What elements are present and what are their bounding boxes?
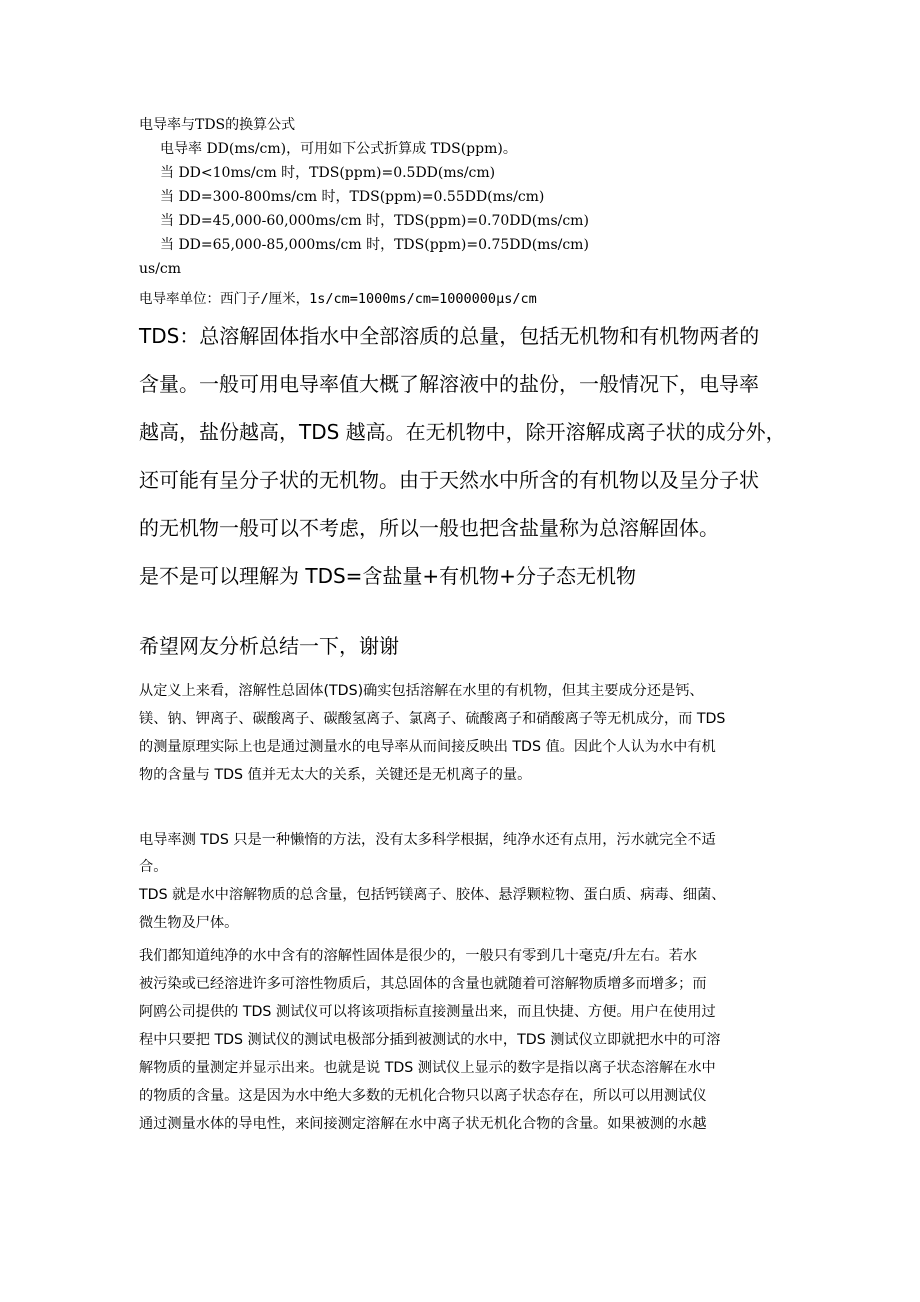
formula-line-2: 当 DD<10ms/cm 时，TDS(ppm)=0.5DD(ms/cm) <box>160 165 496 181</box>
reply-line-8: 程中只要把 TDS 测试仪的测试电极部分插到被测试的水中，TDS 测试仪立即就把水中的可溶 <box>139 1032 721 1048</box>
unit-label: us/cm <box>139 261 182 277</box>
reply-line-11: 通过测量水体的导电性，来间接测定溶解在水中离子状无机化合物的含量。如果被测的水越 <box>139 1116 707 1132</box>
formula-line-5: 当 DD=65,000-85,000ms/cm 时，TDS(ppm)=0.75DD(ms/cm) <box>160 237 589 253</box>
formula-line-1: 电导率 DD(ms/cm)，可用如下公式折算成 TDS(ppm)。 <box>160 141 517 157</box>
answer-line-3: 的测量原理实际上也是通过测量水的电导率从而间接反映出 TDS 值。因此个人认为水中有机 <box>139 739 716 755</box>
reply-line-6: 被污染或已经溶进许多可溶性物质后，其总固体的含量也就随着可溶解物质增多而增多；而 <box>139 976 707 992</box>
formula-line-4: 当 DD=45,000-60,000ms/cm 时，TDS(ppm)=0.70DD(ms/cm) <box>160 213 589 229</box>
reply-line-3: TDS 就是水中溶解物质的总含量，包括钙镁离子、胶体、悬浮颗粒物、蛋白质、病毒、细菌、 <box>139 887 726 903</box>
reply-line-5: 我们都知道纯净的水中含有的溶解性固体是很少的，一般只有零到几十毫克/升左右。若水 <box>139 948 698 964</box>
formula-title: 电导率与TDS的换算公式 <box>139 117 296 133</box>
reply-line-7: 阿鸥公司提供的 TDS 测试仪可以将该项指标直接测量出来，而且快捷、方便。用户在使用过 <box>139 1004 716 1020</box>
unit-definition: 电导率单位：西门子/厘米，1s/cm=1000ms/cm=1000000μs/cm <box>139 291 537 307</box>
tds-definition-line-2: 含量。一般可用电导率值大概了解溶液中的盐份，一般情况下，电导率 <box>139 372 759 396</box>
request-line: 希望网友分析总结一下，谢谢 <box>139 634 399 658</box>
question-line: 是不是可以理解为 TDS=含盐量+有机物+分子态无机物 <box>139 564 636 588</box>
answer-line-1: 从定义上来看，溶解性总固体(TDS)确实包括溶解在水里的有机物，但其主要成分还是钙、 <box>139 683 704 699</box>
reply-line-10: 的物质的含量。这是因为水中绝大多数的无机化合物只以离子状态存在，所以可以用测试仪 <box>139 1088 707 1104</box>
formula-line-3: 当 DD=300-800ms/cm 时，TDS(ppm)=0.55DD(ms/cm) <box>160 189 545 205</box>
tds-definition-line-4: 还可能有呈分子状的无机物。由于天然水中所含的有机物以及呈分子状 <box>139 468 759 492</box>
reply-line-1: 电导率测 TDS 只是一种懒惰的方法，没有太多科学根据，纯净水还有点用，污水就完全不适 <box>139 832 716 848</box>
answer-line-4: 物的含量与 TDS 值并无太大的关系，关键还是无机离子的量。 <box>139 767 532 783</box>
reply-line-4: 微生物及尸体。 <box>139 915 239 931</box>
tds-definition-line-3: 越高，盐份越高，TDS 越高。在无机物中，除开溶解成离子状的成分外， <box>139 420 786 444</box>
reply-line-9: 解物质的量测定并显示出来。也就是说 TDS 测试仪上显示的数字是指以离子状态溶解在水中 <box>139 1060 716 1076</box>
answer-line-2: 镁、钠、钾离子、碳酸离子、碳酸氢离子、氯离子、硫酸离子和硝酸离子等无机成分，而 TDS <box>139 711 726 727</box>
tds-definition-line-5: 的无机物一般可以不考虑，所以一般也把含盐量称为总溶解固体。 <box>139 516 719 540</box>
reply-line-2: 合。 <box>139 859 168 875</box>
tds-definition-line-1: TDS：总溶解固体指水中全部溶质的总量，包括无机物和有机物两者的 <box>139 324 760 348</box>
